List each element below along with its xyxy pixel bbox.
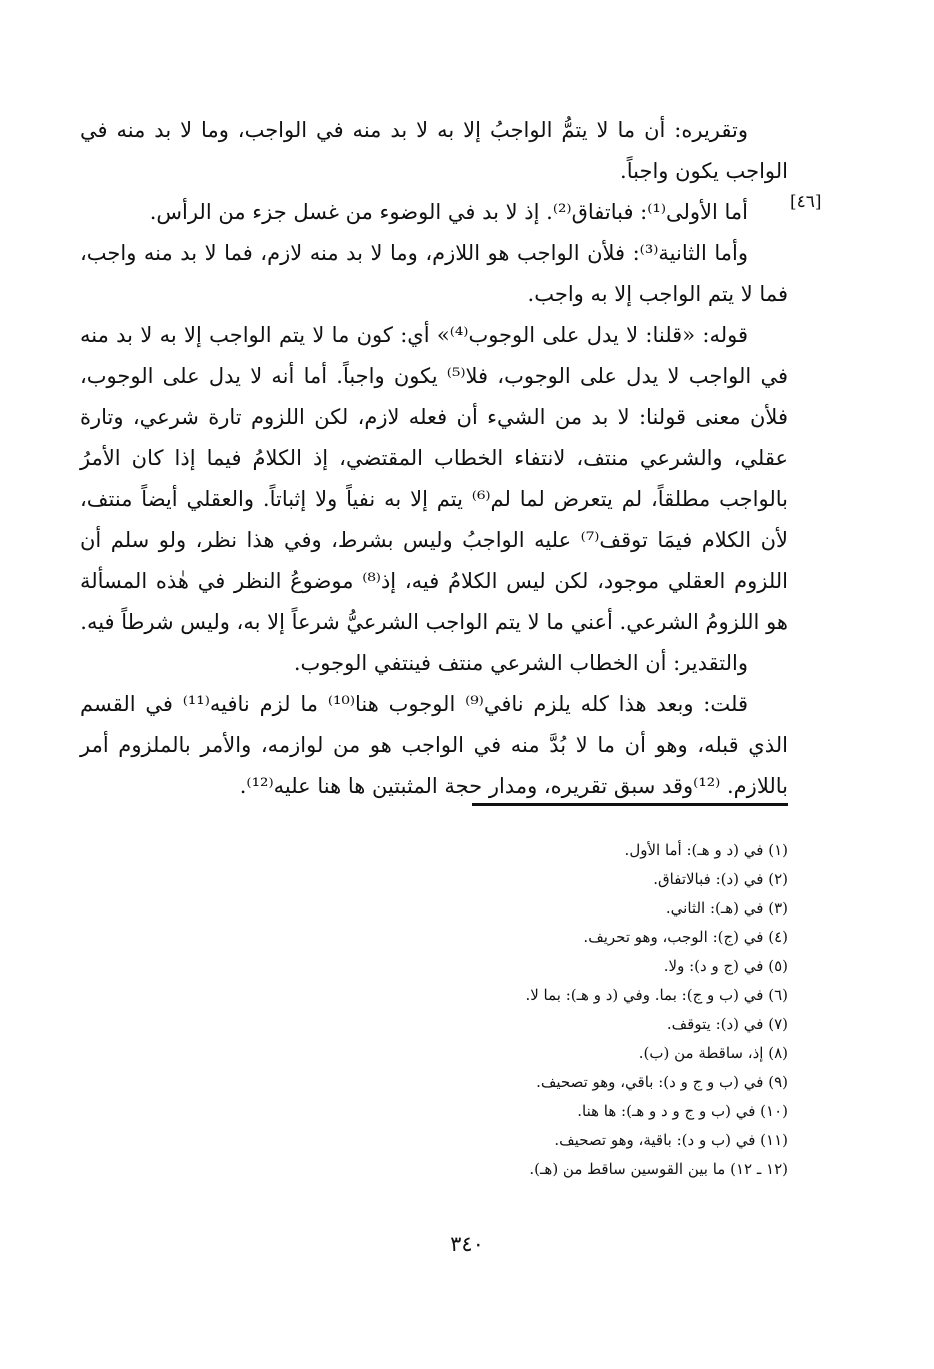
footnotes (380, 836, 788, 1184)
footnote: (٤) في (ج): الوجب، وهو تحريف. (583, 928, 788, 946)
footnote-separator (472, 803, 788, 806)
page-number: ٣٤٠ (450, 1232, 484, 1256)
footnote: (٣) في (هـ): الثاني. (665, 899, 788, 917)
footnote: (١٠) في (ب و ج و د و هـ): ها هنا. (577, 1102, 788, 1120)
footnote: (١١) في (ب و د): باقية، وهو تصحيف. (554, 1131, 788, 1149)
footnote: (١) في (د و هـ): أما الأول. (624, 841, 788, 859)
margin-marker: [٤٦] (790, 192, 822, 212)
footnote: (١٢ ـ ١٢) ما بين القوسين ساقط من (هـ). (529, 1160, 788, 1178)
footnote: (٢) في (د): فبالاتفاق. (653, 870, 788, 888)
paragraph: قلت: وبعد هذا كله يلزم نافي⁽⁹⁾ الوجوب هنا⁽¹⁰⁾ ما لزم نافيه⁽¹¹⁾ في القسم الذي قبله، وهو أن ما لا بُدَّ منه في الواجب هو من لوازمه، والأمر بالملزوم أمر باللازم. ⁽¹²⁾وقد سبق تقريره، ومدار حجة المثبتين ها هنا عليه⁽¹²⁾. (80, 692, 788, 798)
footnote: (٦) في (ب و ج): بما. وفي (د و هـ): بما لا. (525, 986, 788, 1004)
paragraph: قوله: «قلنا: لا يدل على الوجوب⁽⁴⁾» أي: كون ما لا يتم الواجب إلا به لا بد منه في الواجب لا يدل على الوجوب، فلا⁽⁵⁾ يكون واجباً. أما أنه لا يدل على الوجوب، فلأن معنى قولنا: لا بد من الشيء أن فعله لازم، لكن اللزوم تارة شرعي، وتارة عقلي، والشرعي منتف، لانتفاء الخطاب المقتضي، إذ الكلامُ فيما إذا كان الأمرُ بالواجب مطلقاً، لم يتعرض لما لم⁽⁶⁾ يتم إلا به نفياً ولا إثباتاً. والعقلي أيضاً منتف، لأن الكلام فيمَا توقف⁽⁷⁾ عليه الواجبُ وليس بشرط، وفي هذا نظر، ولو سلم أن اللزوم العقلي موجود، لكن ليس الكلامُ فيه، إذ⁽⁸⁾ موضوعُ النظر في هٰذه المسألة هو اللزومُ الشرعي. أعني ما لا يتم الواجب الشرعيُّ شرعاً إلا به، وليس شرطاً فيه. (80, 323, 789, 634)
footnote: (٧) في (د): يتوقف. (666, 1015, 788, 1033)
paragraph: وأما الثانية⁽³⁾: فلأن الواجب هو اللازم، وما لا بد منه لازم، فما لا بد منه واجب، فما لا يتم الواجب إلا به واجب. (80, 241, 788, 306)
paragraph: أما الأولى⁽¹⁾: فباتفاق⁽²⁾. إذ لا بد في الوضوء من غسل جزء من الرأس. (149, 200, 748, 224)
paragraph: وتقريره: أن ما لا يتمُّ الواجبُ إلا به لا بد منه في الواجب، وما لا بد منه في الواجب يكون واجباً. (80, 118, 788, 183)
footnote: (٨) إذ، ساقطة من (ب). (638, 1044, 788, 1062)
paragraph: والتقدير: أن الخطاب الشرعي منتف فينتفي الوجوب. (293, 651, 748, 675)
main-text (80, 110, 788, 807)
footnote: (٩) في (ب و ج و د): باقي، وهو تصحيف. (536, 1073, 788, 1091)
footnote: (٥) في (ج و د): ولا. (663, 957, 788, 975)
